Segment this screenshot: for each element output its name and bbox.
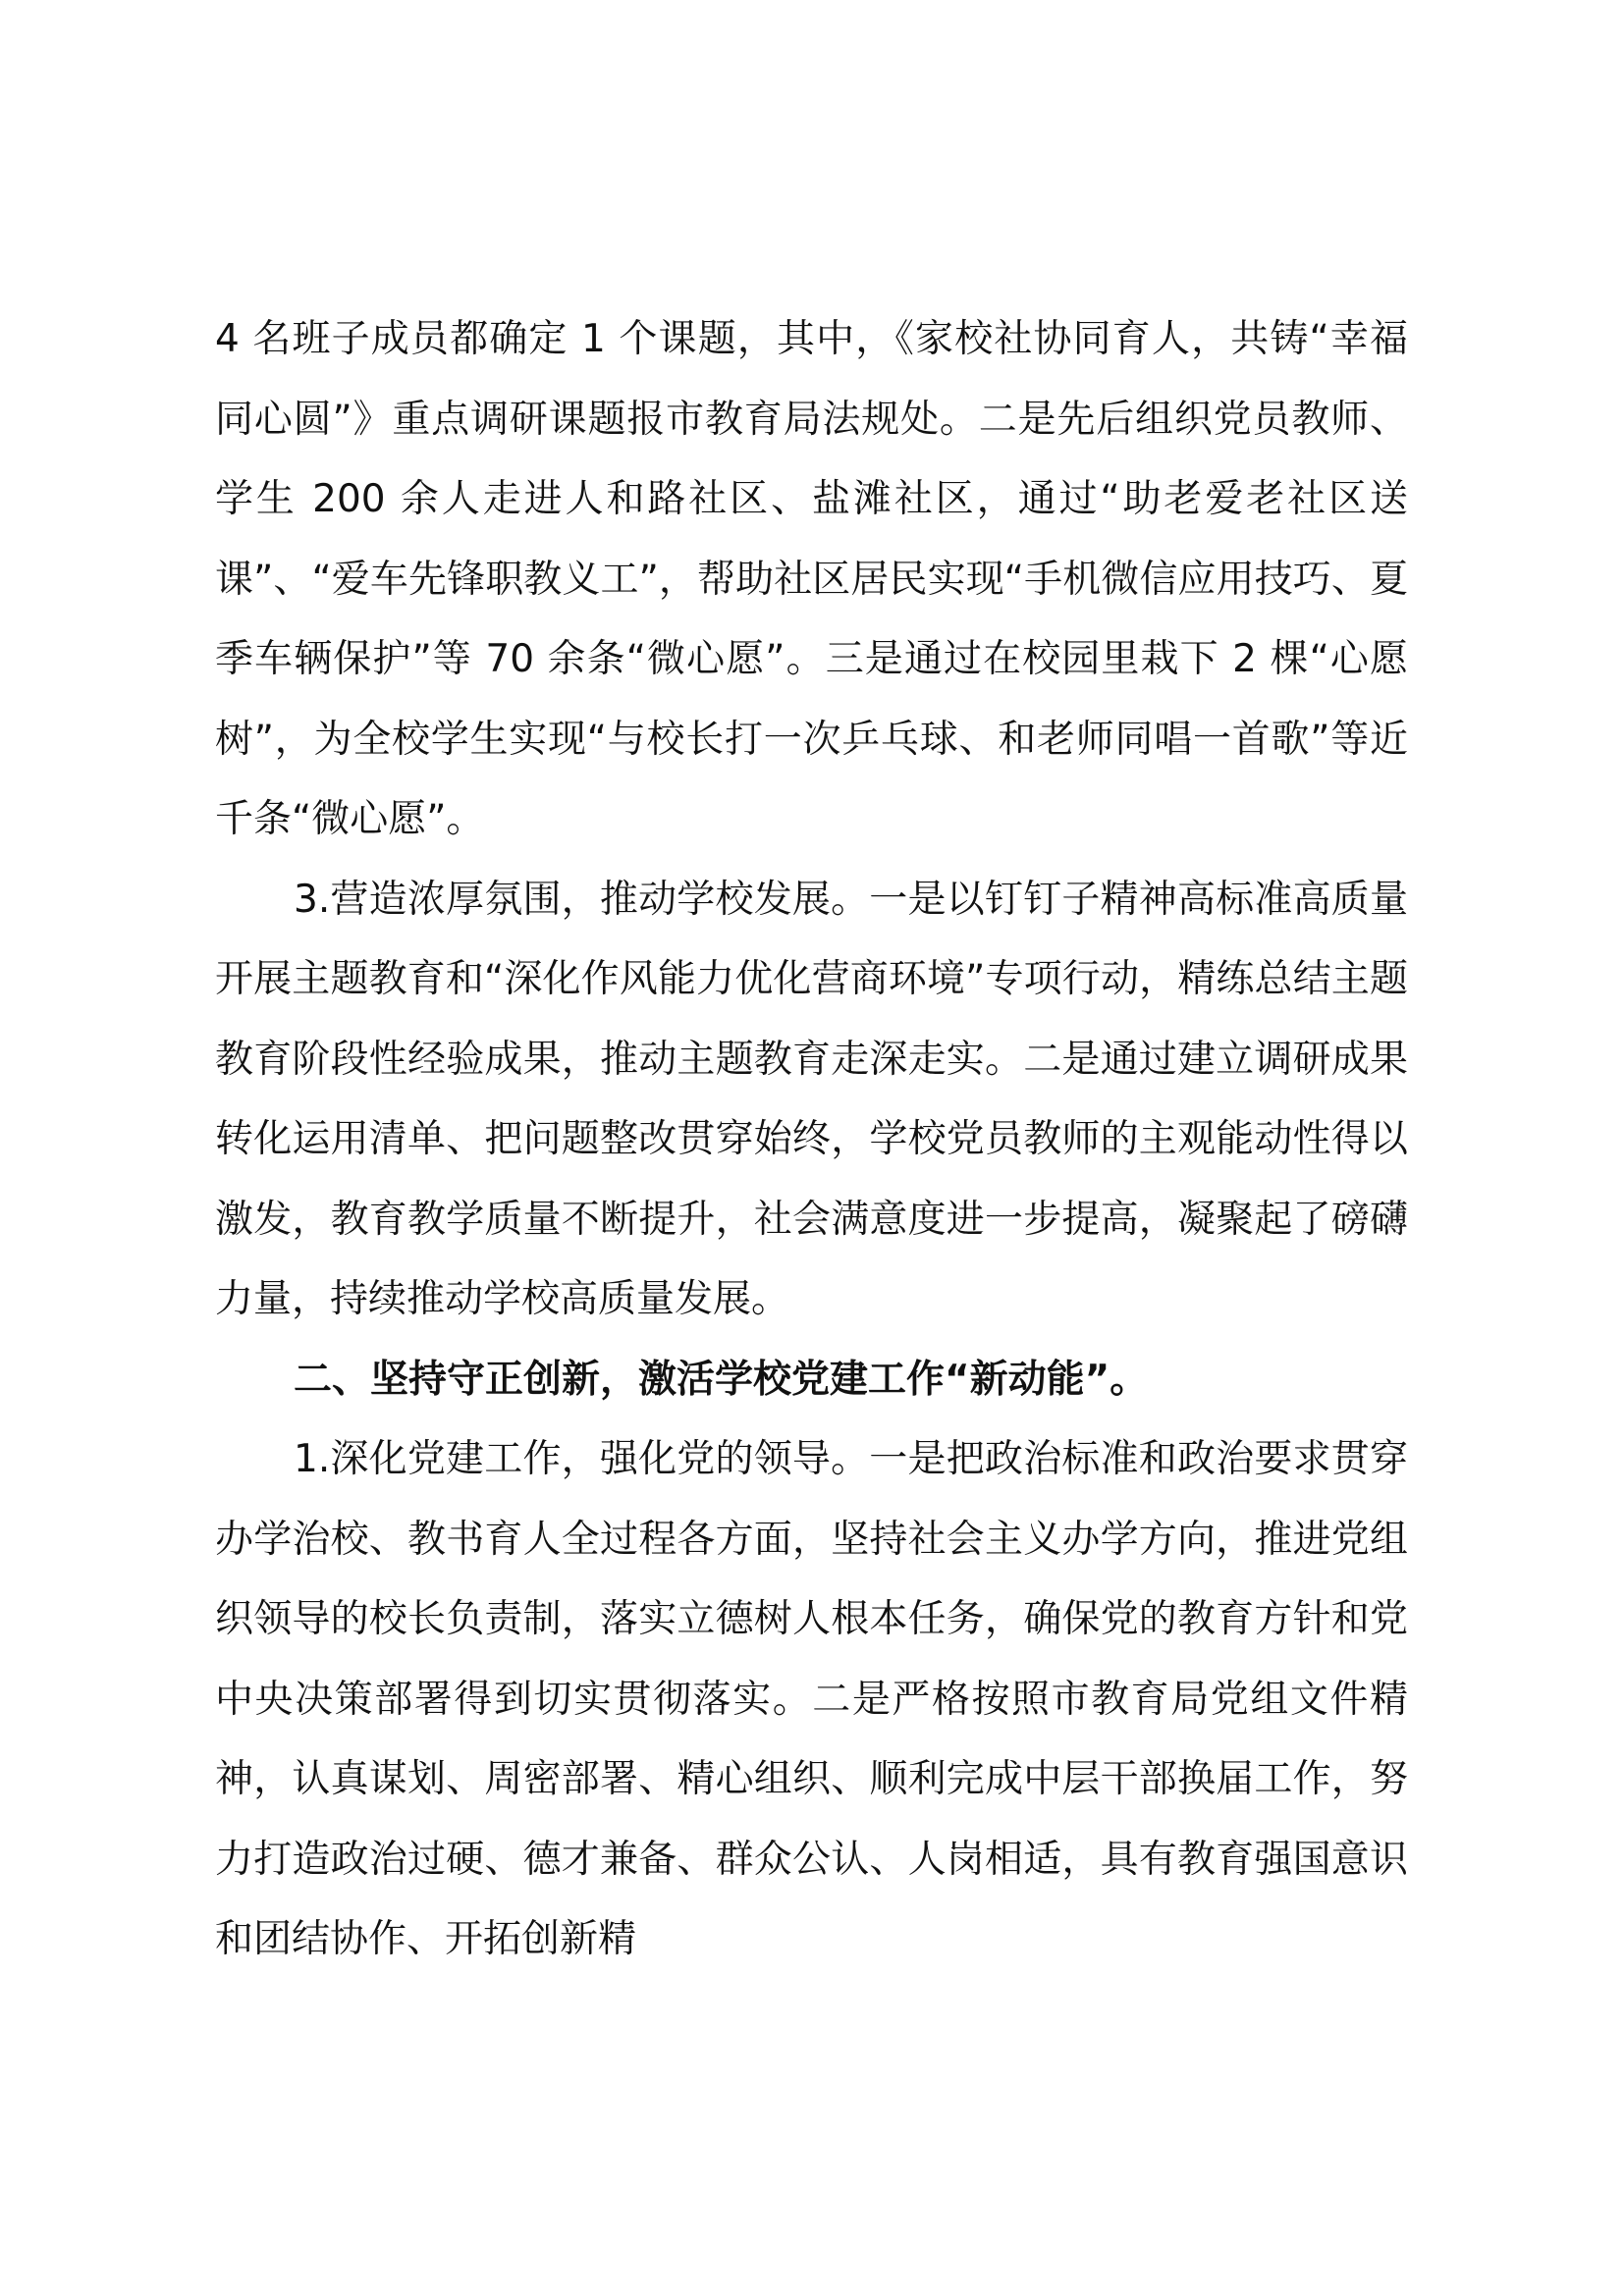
section-heading: 二、坚持守正创新，激活学校党建工作“新动能”。 xyxy=(294,1357,1149,1402)
paragraph-party-leadership: 1.深化党建工作，强化党的领导。一是把政治标准和政治要求贯穿办学治校、教书育人全过程各方面，坚持社会主义办学方向，推进党组织领导的校长负责制，落实立德树人根本任务，确保党的教育方针和党中央决策部署得到切实贯彻落实。二是严格按照市教育局党组文件精神，认真谋划、周密部署、精心组织、顺利完成中层干部换届工作，努力打造政治过硬、德才兼备、群众公认、人岗相适，具有教育强国意识和团结协作、开拓创新精 xyxy=(215,1437,1408,1961)
paragraph-school-development: 3.营造浓厚氛围，推动学校发展。一是以钉钉子精神高标准高质量开展主题教育和“深化作风能力优化营商环境”专项行动，精练总结主题教育阶段性经验成果，推动主题教育走深走实。二是通过建立调研成果转化运用清单、把问题整改贯穿始终，学校党员教师的主观能动性得以激发，教育教学质量不断提升，社会满意度进一步提高，凝聚起了磅礴力量，持续推动学校高质量发展。 xyxy=(215,877,1408,1321)
document-body xyxy=(215,299,1408,1980)
paragraph-continuation: 4 名班子成员都确定 1 个课题，其中，《家校社协同育人，共铸“幸福同心圆”》重点调研课题报市教育局法规处。二是先后组织党员教师、学生 200 余人走进人和路社区、盐滩社区，通过“助老爱老社区送课”、“爱车先锋职教义工”，帮助社区居民实现“手机微信应用技巧、夏季车辆保护”等 70 余条“微心愿”。三是通过在校园里栽下 2 棵“心愿树”，为全校学生实现“与校长打一次乒乓球、和老师同唱一首歌”等近千条“微心愿”。 xyxy=(215,317,1408,841)
